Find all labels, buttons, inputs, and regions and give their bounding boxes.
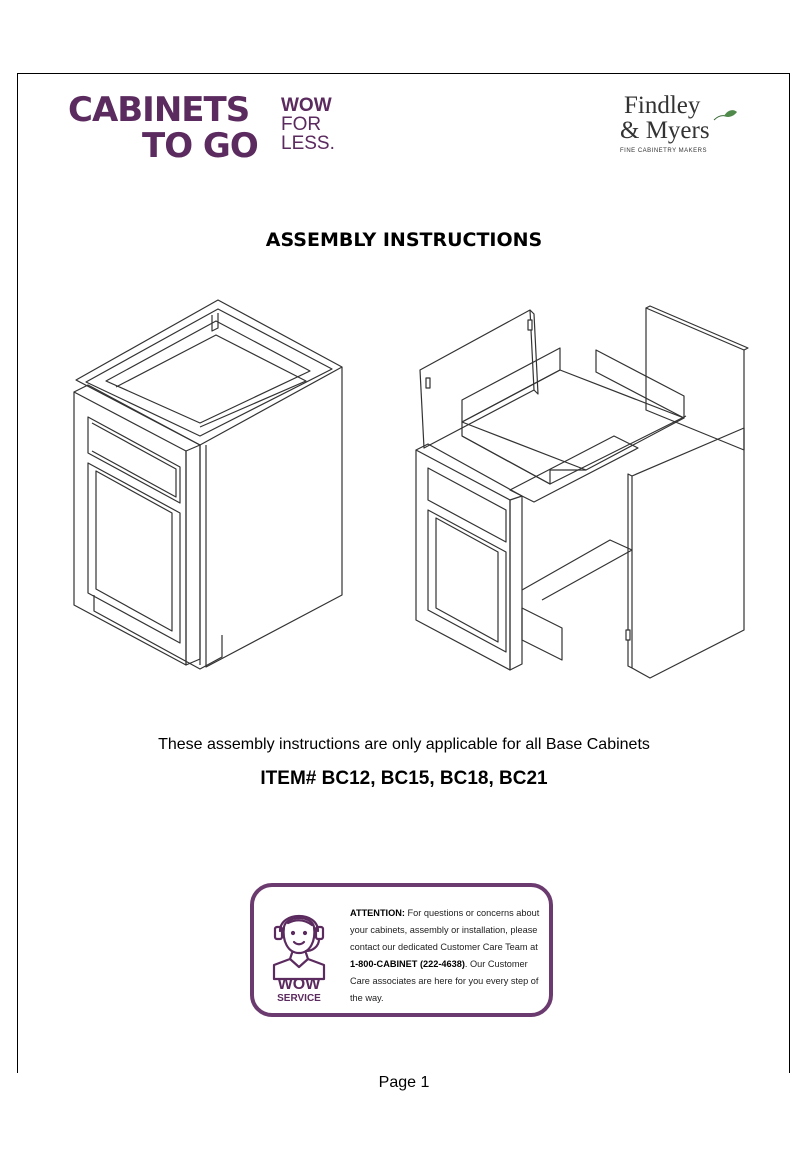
tagline-less: LESS. [281, 133, 335, 154]
tagline-wow: WOW [281, 95, 332, 116]
logo-line-2: TO GO [142, 126, 258, 166]
findley-myers-logo [612, 92, 732, 162]
page-number: Page 1 [378, 1074, 430, 1091]
wow-badge-line-1: WOW [277, 976, 321, 993]
fm-logo-line-1: Findley [624, 92, 701, 119]
attention-closing: . Our Customer Care associates are here for you every step of the way. [350, 959, 539, 1003]
page-title: ASSEMBLY INSTRUCTIONS [265, 229, 543, 251]
tagline-for: FOR [281, 114, 322, 135]
wow-badge-line-2: SERVICE [277, 993, 321, 1004]
logo-tagline [281, 96, 335, 153]
cabinets-to-go-logo [68, 90, 343, 165]
fm-logo-tagline: FINE CABINETRY MAKERS [620, 148, 707, 154]
attention-body: For questions or concerns about your cabinets, assembly or installation, please contact our dedicated Customer Care Team at [350, 908, 540, 952]
attention-label: ATTENTION: [350, 908, 405, 918]
fm-logo-line-2: & Myers [620, 117, 710, 144]
wow-service-badge [266, 977, 332, 1005]
leaf-icon [712, 106, 738, 124]
item-numbers: ITEM# BC12, BC15, BC18, BC21 [260, 768, 548, 789]
applicability-note: These assembly instructions are only applicable for all Base Cabinets [158, 736, 650, 753]
logo-line-1: CABINETS [68, 90, 250, 130]
phone-number: 1-800-CABINET (222-4638) [350, 959, 465, 969]
exploded-cabinet-drawing [410, 300, 750, 685]
attention-box [250, 883, 553, 1017]
attention-text [350, 905, 545, 1007]
assembled-cabinet-drawing [66, 295, 348, 685]
